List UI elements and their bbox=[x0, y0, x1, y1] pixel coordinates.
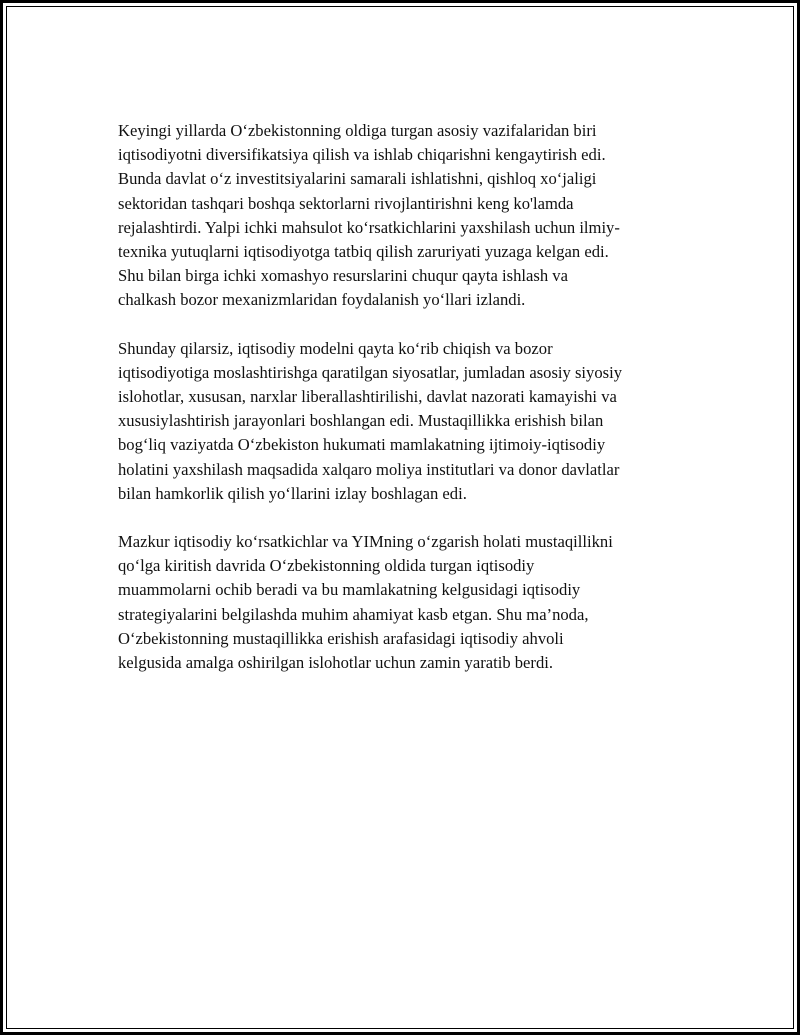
paragraph-line: texnika yutuqlarni iqtisodiyotga tatbiq qilish zaruriyati yuzaga kelgan edi. bbox=[118, 242, 609, 262]
paragraph-line: rejalashtirdi. Yalpi ichki mahsulot ko‘rsatkichlarini yaxshilash uchun ilmiy- bbox=[118, 217, 620, 237]
paragraph-line: muammolarni ochib beradi va bu mamlakatning kelgusidagi iqtisodiy bbox=[118, 580, 581, 600]
paragraph-2 bbox=[118, 337, 690, 506]
paragraph-3 bbox=[118, 530, 690, 675]
paragraph-line: Shu bilan birga ichki xomashyo resurslarini chuqur qayta ishlash va bbox=[118, 266, 568, 286]
paragraph-line: kelgusida amalga oshirilgan islohotlar uchun zamin yaratib berdi. bbox=[118, 653, 554, 673]
paragraph-line: bilan hamkorlik qilish yo‘llarini izlay boshlagan edi. bbox=[118, 483, 467, 503]
paragraph-line: Bunda davlat o‘z investitsiyalarini samarali ishlatishni, qishloq xo‘jaligi bbox=[118, 169, 597, 189]
paragraph-line: chalkash bozor mexanizmlaridan foydalanish yo‘llari izlandi. bbox=[118, 290, 526, 310]
paragraph-line: iqtisodiyotiga moslashtirishga qaratilgan siyosatlar, jumladan asosiy siyosiy bbox=[118, 362, 623, 382]
paragraph-line: holatini yaxshilash maqsadida xalqaro moliya institutlari va donor davlatlar bbox=[118, 459, 620, 479]
text-column bbox=[118, 119, 690, 699]
paragraph-line: sektoridan tashqari boshqa sektorlarni rivojlantirishni keng ko'lamda bbox=[118, 193, 574, 213]
paragraph-line: xususiylashtirish jarayonlari boshlangan edi. Mustaqillikka erishish bilan bbox=[118, 411, 604, 431]
paragraph-line: Keyingi yillarda O‘zbekistonning oldiga turgan asosiy vazifalaridan biri bbox=[118, 121, 597, 140]
paragraph-line: qo‘lga kiritish davrida O‘zbekistonning oldida turgan iqtisodiy bbox=[118, 556, 535, 576]
paragraph-line: iqtisodiyotni diversifikatsiya qilish va ishlab chiqarishni kengaytirish edi. bbox=[118, 145, 606, 165]
paragraph-line: strategiyalarini belgilashda muhim ahamiyat kasb etgan. Shu ma’noda, bbox=[118, 604, 589, 624]
paragraph-line: Mazkur iqtisodiy ko‘rsatkichlar va YIMning o‘zgarish holati mustaqillikni bbox=[118, 532, 613, 552]
paragraph-line: islohotlar, xususan, narxlar liberallashtirilishi, davlat nazorati kamayishi va bbox=[118, 387, 617, 407]
paragraph-line: Shunday qilarsiz, iqtisodiy modelni qayta ko‘rib chiqish va bozor bbox=[118, 338, 553, 358]
paragraph-line: O‘zbekistonning mustaqillikka erishish arafasidagi iqtisodiy ahvoli bbox=[118, 628, 564, 648]
paragraph-1 bbox=[118, 119, 690, 313]
paragraph-line: bog‘liq vaziyatda O‘zbekiston hukumati mamlakatning ijtimoiy-iqtisodiy bbox=[118, 435, 606, 455]
